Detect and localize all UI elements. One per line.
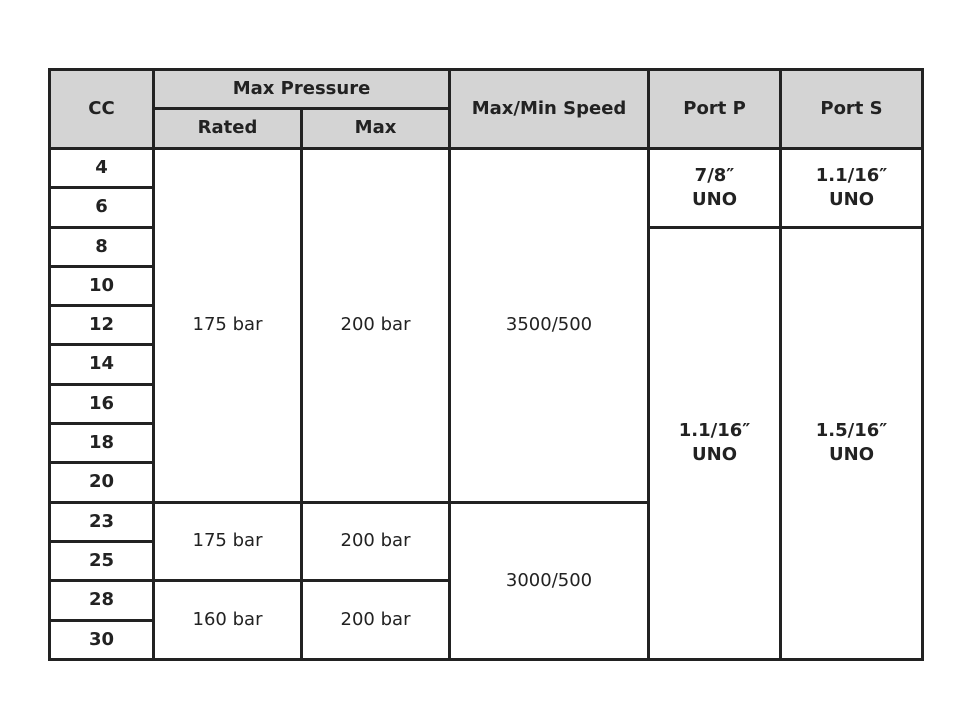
cc-cell: 4 [50,149,154,188]
cc-cell: 6 [50,188,154,227]
header-cc: CC [50,70,154,149]
port-p-size: 1.1/16″ [678,420,751,441]
cc-cell: 18 [50,424,154,463]
speed-cell: 3500/500 [450,149,649,503]
max-pressure-cell: 200 bar [302,149,450,503]
header-port-p: Port P [649,70,781,149]
spec-table [48,68,924,661]
cc-cell: 14 [50,345,154,384]
cc-cell: 12 [50,306,154,345]
header-max: Max [302,109,450,149]
port-p-type: UNO [692,188,737,210]
max-pressure-cell: 200 bar [302,502,450,581]
speed-cell: 3000/500 [450,502,649,659]
port-p-cell [649,149,781,228]
cc-cell: 30 [50,620,154,659]
max-pressure-cell: 200 bar [302,581,450,660]
rated-pressure-cell: 175 bar [154,149,302,503]
cc-cell: 25 [50,541,154,580]
port-s-size: 1.5/16″ [815,420,888,441]
port-s-size: 1.1/16″ [815,164,888,186]
header-max-pressure: Max Pressure [154,70,450,109]
cc-cell: 16 [50,384,154,423]
cc-cell: 10 [50,266,154,305]
port-p-size: 7/8″ [694,164,735,186]
rated-pressure-cell: 160 bar [154,581,302,660]
port-s-type: UNO [829,188,874,210]
port-s-cell [781,227,923,659]
port-s-type: UNO [829,444,874,466]
cc-cell: 20 [50,463,154,502]
port-p-type: UNO [692,444,737,466]
port-p-cell [649,227,781,659]
cc-cell: 28 [50,581,154,620]
header-port-s: Port S [781,70,923,149]
cc-cell: 23 [50,502,154,541]
port-s-cell [781,149,923,228]
header-rated: Rated [154,109,302,149]
header-speed: Max/Min Speed [450,70,649,149]
cc-cell: 8 [50,227,154,266]
rated-pressure-cell: 175 bar [154,502,302,581]
